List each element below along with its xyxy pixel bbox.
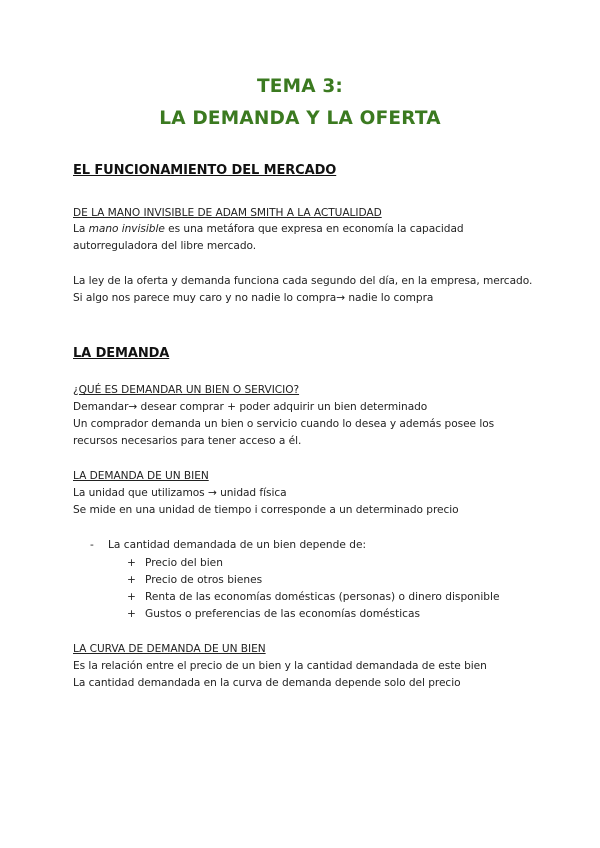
sub-list-item: Renta de las economías domésticas (personas) o dinero disponible [145, 591, 500, 603]
text-curva-line2: La cantidad demandada en la curva de demanda depende solo del precio [73, 677, 461, 689]
subheading-curva-de-demanda: LA CURVA DE DEMANDA DE UN BIEN [73, 643, 266, 655]
text-unidad-line2: Se mide en una unidad de tiempo i corresponde a un determinado precio [73, 504, 459, 516]
list-item-cantidad: La cantidad demandada de un bien depende de: [108, 539, 367, 551]
text-curva-line1: Es la relación entre el precio de un bien y la cantidad demandada de este bien [73, 660, 487, 672]
subheading-demanda-de-un-bien: LA DEMANDA DE UN BIEN [73, 470, 209, 482]
subheading-mano-invisible: DE LA MANO INVISIBLE DE ADAM SMITH A LA ACTUALIDAD [73, 207, 382, 219]
list-dash-marker: - [90, 539, 94, 551]
paragraph-ley-line1: La ley de la oferta y demanda funciona cada segundo del día, en la empresa, mercado. [73, 275, 533, 287]
text-demandar-line3: recursos necesarios para tener acceso a él. [73, 435, 302, 447]
paragraph-ley-line2: Si algo nos parece muy caro y no nadie lo compra→ nadie lo compra [73, 292, 434, 304]
paragraph-mano-invisible-line2: autorreguladora del libre mercado. [73, 240, 257, 252]
sub-list-item: Gustos o preferencias de las economías domésticas [145, 608, 421, 620]
paragraph-mano-invisible-line1 [73, 223, 464, 235]
document-title-line2: LA DEMANDA Y LA OFERTA [159, 108, 441, 129]
subheading-que-es-demandar: ¿QUÉ ES DEMANDAR UN BIEN O SERVICIO? [73, 384, 300, 396]
italic-term: mano invisible [88, 223, 165, 235]
para-prefix: La [73, 223, 89, 235]
section-heading-demanda: LA DEMANDA [73, 346, 170, 361]
text-demandar-line2: Un comprador demanda un bien o servicio cuando lo desea y además posee los [73, 418, 495, 430]
section-heading-mercado: EL FUNCIONAMIENTO DEL MERCADO [73, 163, 337, 178]
sub-list-item: Precio del bien [145, 557, 223, 569]
document-title-line1: TEMA 3: [256, 76, 344, 97]
sub-list-marker: + [127, 591, 136, 603]
sub-list-marker: + [127, 557, 136, 569]
para-rest: es una metáfora que expresa en economía la capacidad [164, 223, 464, 235]
sub-list-marker: + [127, 574, 136, 586]
text-unidad-line1: La unidad que utilizamos → unidad física [73, 487, 287, 499]
sub-list-item: Precio de otros bienes [145, 574, 263, 586]
sub-list-marker: + [127, 608, 136, 620]
text-demandar-line1: Demandar→ desear comprar + poder adquirir un bien determinado [73, 401, 428, 413]
